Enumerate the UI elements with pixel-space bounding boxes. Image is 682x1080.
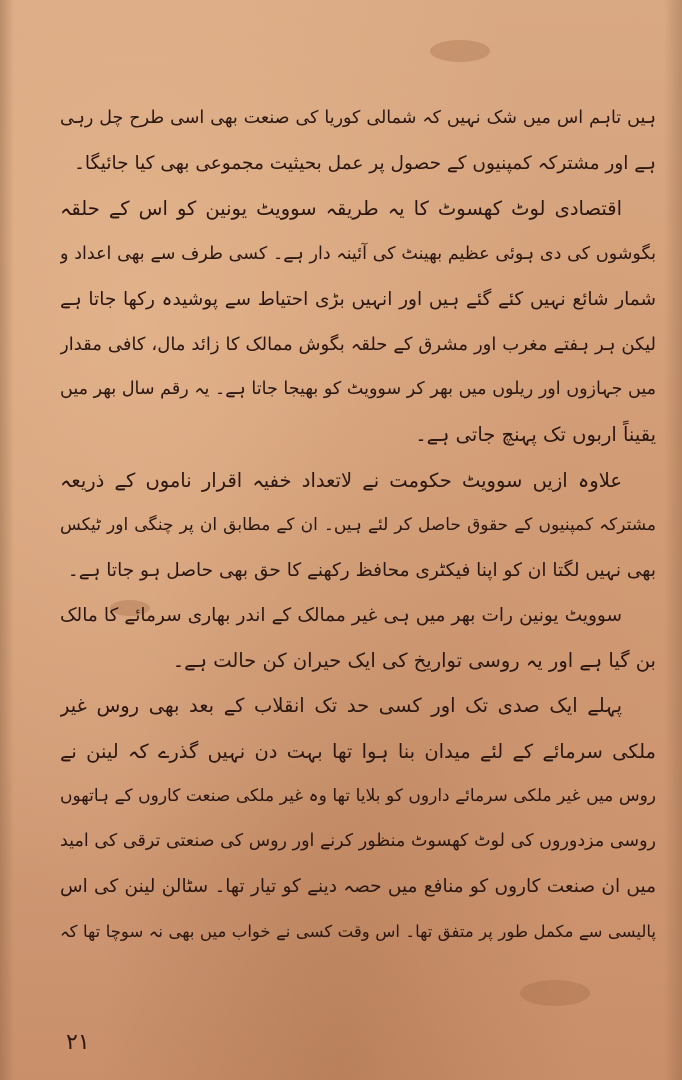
text-line: روسی مزدوروں کی لوٹ کھسوٹ منظور کرنے اور روس کی صنعتی ترقی کی امید [60,831,656,851]
text-line: مشترکہ کمپنیوں کے حقوق حاصل کر لئے ہیں۔ ان کے مطابق ان پر چنگی اور ٹیکس [60,514,656,535]
text-line: روس میں غیر ملکی سرمائے داروں کو بلایا تھا وہ غیر ملکی صنعت کاروں کے ہاتھوں [60,785,656,806]
paper-stain [520,980,590,1006]
page-shadow-right [664,0,682,1080]
paper-stain [430,40,490,62]
text-line: لیکن ہر ہفتے مغرب اور مشرق کے حلقہ بگوش ممالک کا زائد مال، کافی مقدار [60,333,656,355]
text-line: بگوشوں کی دی ہوئی عظیم بھینٹ کی آئینہ دار ہے۔ کسی طرف سے بھی اعداد و [60,243,656,264]
text-line: سوویٹ یونین رات بھر میں ہی غیر ممالک کے اندر بھاری سرمائے کا مالک [60,605,622,627]
text-line: ہیں تاہم اس میں شک نہیں کہ شمالی کوریا کی صنعت بھی اسی طرح چل رہی [60,108,656,128]
text-line: میں جہازوں اور ریلوں میں بھر کر سوویٹ کو بھیجا جاتا ہے۔ یہ رقم سال بھر میں [60,379,656,400]
text-line: میں ان صنعت کاروں کو منافع میں حصہ دینے کو تیار تھا۔ سٹالن لینن کی اس [60,876,656,898]
text-line: ملکی سرمائے کے لئے میدان بنا ہوا تھا بہت دن نہیں گذرے کہ لینن نے [60,739,656,763]
text-line: بن گیا ہے اور یہ روسی تواریخ کی ایک حیران کن حالت ہے۔ [172,649,656,673]
page-shadow-left [0,0,14,1080]
text-line: اقتصادی لوٹ کھسوٹ کا یہ طریقہ سوویٹ یونین کو اس کے حلقہ [60,197,622,221]
text-line: پالیسی سے مکمل طور پر متفق تھا۔ اس وقت کسی نے خواب میں بھی نہ سوچا تھا کہ [60,922,656,942]
text-line: پہلے ایک صدی تک اور کسی حد تک انقلاب کے بعد بھی روس غیر [60,694,622,718]
text-line: بھی نہیں لگتا ان کو اپنا فیکٹری محافظ رکھنے کا حق بھی حاصل ہو جاتا ہے۔ [67,559,656,581]
text-line: علاوہ ازیں سوویٹ حکومت نے لاتعداد خفیہ اقرار ناموں کے ذریعہ [60,468,622,492]
text-line: یقیناً اربوں تک پہنچ جاتی ہے۔ [415,423,656,447]
page-number: ۲۱ [66,1030,90,1055]
text-line: ہے اور مشترکہ کمپنیوں کے حصول پر عمل بحیثیت مجموعی بھی کیا جائیگا۔ [74,153,656,175]
text-line: شمار شائع نہیں کئے گئے ہیں اور انہیں بڑی احتیاط سے پوشیدہ رکھا جاتا ہے [60,288,656,310]
urdu-body-text [60,96,656,955]
